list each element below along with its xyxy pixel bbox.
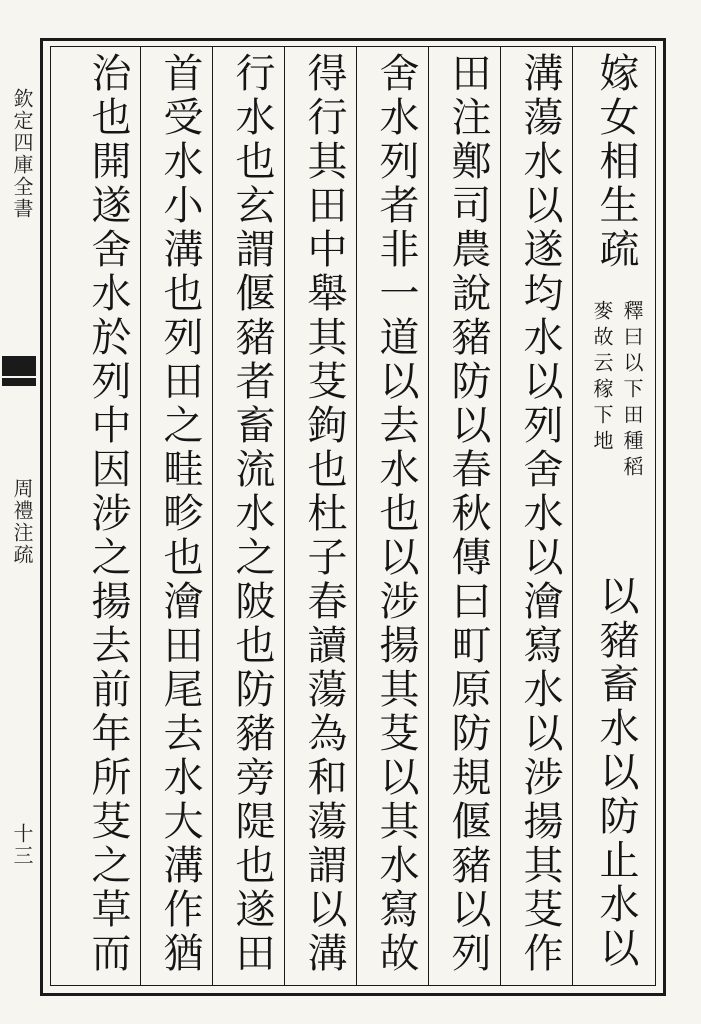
column-rule: [212, 46, 213, 986]
margin-header: 欽定四庫全書: [10, 88, 34, 220]
column-rule: [428, 46, 429, 986]
text-column-6: 行水也玄謂偃豬者畜流水之陂也防豬旁隄也遂田: [229, 52, 275, 976]
fish-tail-mark: [2, 356, 36, 376]
text-column-4: 舍水列者非一道以去水也以涉揚其芟以其水寫故: [373, 52, 419, 976]
column-rule: [140, 46, 141, 986]
column-rule: [500, 46, 501, 986]
column-rule: [572, 46, 573, 986]
text-column-1: 嫁女相生疏: [593, 52, 639, 272]
text-column-1-tail: 以豬畜水以防止水以: [593, 575, 639, 971]
column-rule: [284, 46, 285, 986]
column-rule: [356, 46, 357, 986]
text-column-7: 首受水小溝也列田之畦畛也澮田尾去水大溝作猶: [157, 52, 203, 976]
text-column-1-note-b: 麥故云稼下地: [590, 300, 614, 456]
text-column-8: 治也開遂舍水於列中因涉之揚去前年所芟之草而: [85, 52, 131, 976]
margin-page-number: 十三: [10, 823, 34, 867]
text-column-2: 溝蕩水以遂均水以列舍水以澮寫水以涉揚其芟作: [517, 52, 563, 976]
text-column-1-note-a: 釋曰以下田種稻: [620, 300, 644, 482]
fish-tail-mark-lower: [2, 378, 36, 386]
margin-book-title: 周禮注疏: [10, 478, 34, 566]
text-column-3: 田注鄭司農說豬防以春秋傳曰町原防規偃豬以列: [445, 52, 491, 976]
page-margin: [0, 38, 41, 996]
text-column-5: 得行其田中舉其芟鉤也杜子春讀蕩為和蕩謂以溝: [301, 52, 347, 976]
